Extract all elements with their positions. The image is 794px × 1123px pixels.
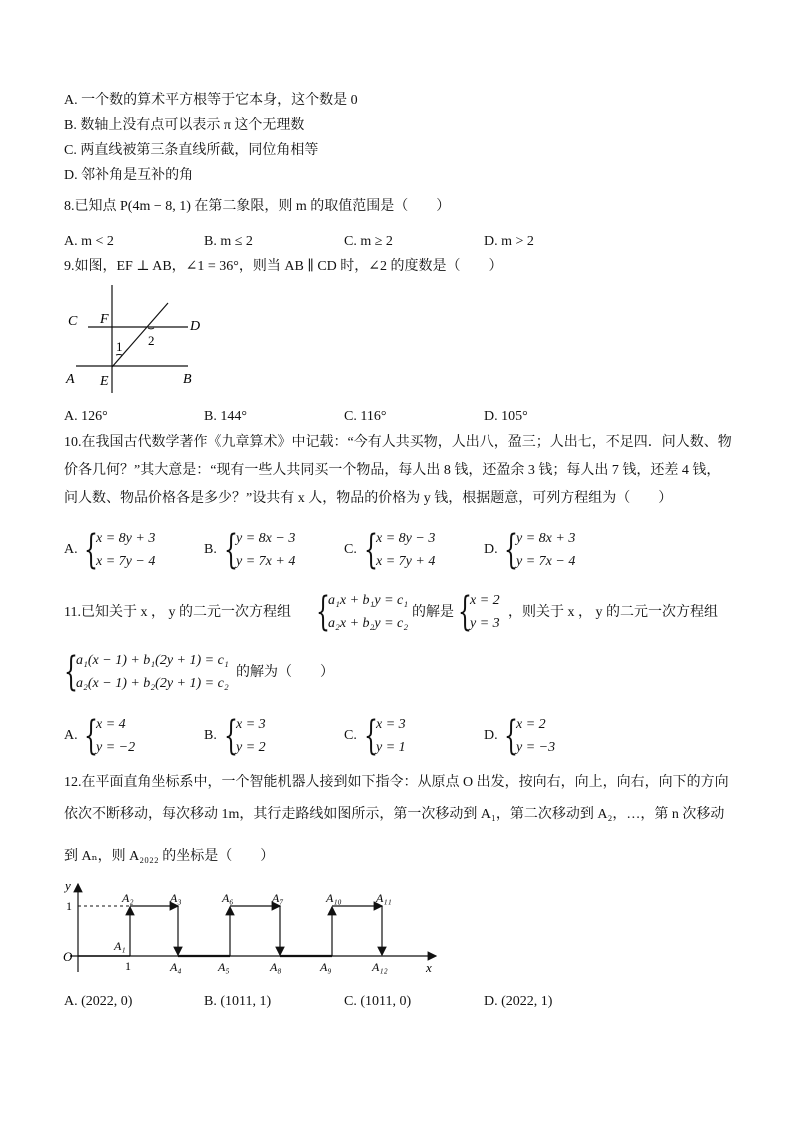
brace-icon: { (364, 713, 378, 759)
equation-row: x = 4 (96, 717, 126, 732)
point-a3: A₃ (170, 891, 182, 905)
q11-stem (64, 590, 764, 636)
q11-stem-mid: 的解是 (412, 605, 454, 620)
brace-icon: { (84, 527, 98, 573)
q8-option-b: B. m ≤ 2 (204, 234, 253, 249)
q11-stem-post: ，则关于 x ， y 的二元一次方程组 (508, 605, 718, 620)
x-axis-label: x (426, 960, 432, 975)
brace-icon: { (224, 713, 238, 759)
label-b: B (183, 372, 192, 387)
option-label: D. (484, 728, 498, 743)
brace-icon: { (224, 527, 238, 573)
equation-row: y = −3 (516, 740, 556, 755)
q9-option-d: D. 105° (484, 409, 528, 424)
option-label: D. (484, 542, 498, 557)
point-a12: A₁₂ (372, 960, 388, 974)
point-a9: A₉ (320, 960, 332, 974)
equation-row: y = 7x − 4 (516, 554, 576, 569)
q10-option-d (484, 527, 604, 573)
equation-row: y = 8x + 3 (516, 531, 576, 546)
equation-row: x = 2 (470, 593, 500, 608)
option-label: B. (204, 542, 217, 557)
q12-option-a: A. (2022, 0) (64, 994, 133, 1009)
q11-option-c (344, 713, 464, 759)
q9-stem: 9.如图，EF ⊥ AB，∠1 = 36°，则当 AB ∥ CD 时，∠2 的度数是（ ） (64, 259, 503, 274)
equation-row: y = 8x − 3 (236, 531, 296, 546)
q8-stem: 8.已知点 P(4m − 8, 1) 在第二象限，则 m 的取值范围是（ ） (64, 199, 451, 214)
point-a6: A₆ (222, 891, 234, 905)
brace-icon: { (504, 527, 518, 573)
q9-option-b: B. 144° (204, 409, 247, 424)
angle-2-arc (148, 328, 154, 329)
equation-row: x = 8y − 3 (376, 531, 436, 546)
equation-row: x = 7y + 4 (376, 554, 436, 569)
equation-row: a₂(x − 1) + b₂(2y + 1) = c₂ (76, 676, 229, 691)
brace-icon: { (316, 589, 330, 635)
q10-stem-line1: 10.在我国古代数学著作《九章算术》中记载：“今有人共买物，人出八，盈三；人出七，不足四．问人数、物 (64, 435, 732, 450)
equation-row: y = −2 (96, 740, 136, 755)
q7-option-d: D. 邻补角是互补的角 (64, 168, 194, 183)
option-label: C. (344, 728, 357, 743)
q10-option-c (344, 527, 464, 573)
point-a1: A₁ (114, 939, 126, 953)
q11-stem-pre: 11.已知关于 x ， y 的二元一次方程组 (64, 605, 291, 620)
point-a5: A₅ (218, 960, 230, 974)
equation-row: y = 7x + 4 (236, 554, 296, 569)
label-d: D (190, 319, 201, 334)
equation-row: a₂x + b₂y = c₂ (328, 616, 409, 631)
label-c: C (68, 314, 78, 329)
q10-stem-line2: 价各几何？”其大意是：“现有一些人共同买一个物品，每人出 8 钱，还盈余 3 钱；每人出 7 钱，还差 4 钱， (64, 463, 721, 478)
equation-row: a₁(x − 1) + b₁(2y + 1) = c₁ (76, 653, 229, 668)
q9-option-a: A. 126° (64, 409, 108, 424)
equation-row: x = 3 (236, 717, 266, 732)
q7-option-b: B. 数轴上没有点可以表示 π 这个无理数 (64, 118, 305, 133)
equation-row: a₁x + b₁y = c₁ (328, 593, 409, 608)
brace-icon: { (84, 713, 98, 759)
equation-row: x = 8y + 3 (96, 531, 156, 546)
origin-label: O (63, 949, 73, 964)
transversal-line (112, 303, 168, 367)
option-label: C. (344, 542, 357, 557)
q10-option-b (204, 527, 324, 573)
point-a8: A₈ (270, 960, 282, 974)
equation-row: x = 3 (376, 717, 406, 732)
equation-row: y = 1 (376, 740, 406, 755)
q10-option-a (64, 527, 184, 573)
q12-option-d: D. (2022, 1) (484, 994, 553, 1009)
equation-row: x = 2 (516, 717, 546, 732)
option-label: B. (204, 728, 217, 743)
option-label: A. (64, 542, 78, 557)
q12-stem-line1: 12.在平面直角坐标系中，一个智能机器人接到如下指令：从原点 O 出发，按向右，向上，向右，向下的方向 (64, 775, 729, 790)
q8-option-c: C. m ≥ 2 (344, 234, 393, 249)
point-a10: A₁₀ (326, 891, 342, 905)
q7-option-c: C. 两直线被第三条直线所截，同位角相等 (64, 143, 319, 158)
brace-icon: { (458, 589, 472, 635)
y-axis-label: y (65, 878, 71, 893)
equation-row: y = 2 (236, 740, 266, 755)
q11-stem-tail: 的解为（ ） (236, 665, 334, 680)
x-tick-1: 1 (125, 959, 131, 973)
q11-option-a (64, 713, 184, 759)
q12-option-c: C. (1011, 0) (344, 994, 412, 1009)
label-2: 2 (148, 333, 155, 348)
label-1: 1 (116, 339, 123, 354)
q10-stem-line3: 问人数、物品价格各是多少？”设共有 x 人，物品的价格为 y 钱，根据题意，可列方程组为（ ） (64, 491, 673, 506)
point-a2: A₂ (122, 891, 134, 905)
q7-option-a: A. 一个数的算术平方根等于它本身，这个数是 0 (64, 93, 358, 108)
label-f: F (100, 312, 109, 327)
label-a: A (66, 372, 75, 387)
brace-icon: { (64, 649, 78, 695)
brace-icon: { (504, 713, 518, 759)
q11-option-d (484, 713, 604, 759)
y-tick-1: 1 (66, 899, 72, 913)
q9-figure (62, 285, 212, 395)
q8-option-a: A. m < 2 (64, 234, 114, 249)
equation-row: x = 7y − 4 (96, 554, 156, 569)
brace-icon: { (364, 527, 378, 573)
point-a11: A₁₁ (376, 891, 392, 905)
q12-figure (60, 876, 450, 976)
option-label: A. (64, 728, 78, 743)
q12-stem-line3: 到 Aₙ，则 A₂₀₂₂ 的坐标是（ ） (64, 849, 275, 864)
q11-option-b (204, 713, 324, 759)
equation-row: y = 3 (470, 616, 500, 631)
point-a4: A₄ (170, 960, 182, 974)
point-a7: A₇ (272, 891, 284, 905)
q8-option-d: D. m > 2 (484, 234, 534, 249)
q11-stem-2 (64, 649, 464, 698)
q12-stem-line2: 依次不断移动，每次移动 1m，其行走路线如图所示，第一次移动到 A₁，第二次移动到 A₂，…，第 n 次移动 (64, 807, 725, 822)
label-e: E (100, 374, 109, 389)
q12-option-b: B. (1011, 1) (204, 994, 272, 1009)
q9-option-c: C. 116° (344, 409, 387, 424)
